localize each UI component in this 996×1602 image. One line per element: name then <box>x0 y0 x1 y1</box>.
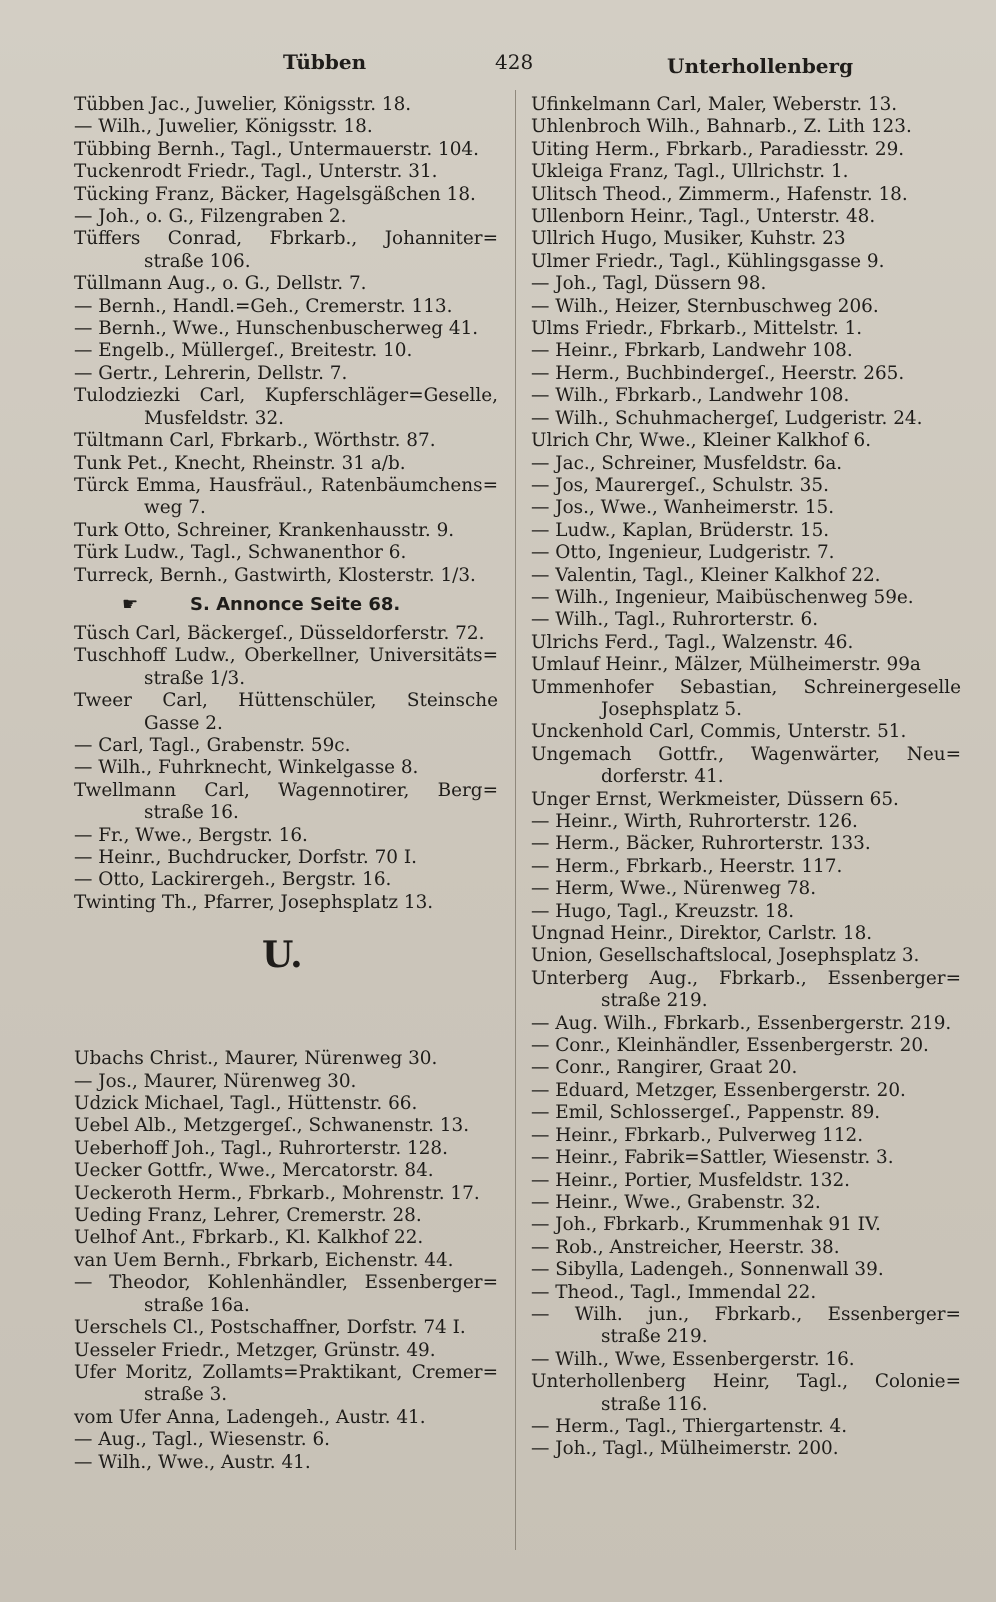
directory-entry: — Carl, Tagl., Grabenstr. 59c. <box>74 734 351 756</box>
header-left-keyword: Tübben <box>283 50 367 74</box>
directory-entry: Ulmer Friedr., Tagl., Kühlingsgasse 9. <box>531 250 885 272</box>
directory-entry: — Heinr., Wirth, Ruhrorterstr. 126. <box>531 811 858 832</box>
directory-entry: — Herm, Wwe., Nürenweg 78. <box>531 878 817 900</box>
page-number: 428 <box>495 50 534 74</box>
directory-entry: — Otto, Ingenieur, Ludgeristr. 7. <box>531 542 835 564</box>
directory-entry: Union, Gesellschaftslocal, Josephsplatz 3. <box>531 945 920 967</box>
directory-entry: Unterhollenberg Heinr, Tagl., Colonie= <box>531 1371 961 1393</box>
directory-entry: Uelhof Ant., Fbrkarb., Kl. Kalkhof 22. <box>74 1227 424 1249</box>
directory-entry: — Otto, Lackirergeh., Bergstr. 16. <box>74 869 392 891</box>
section-letter: U. <box>262 934 303 977</box>
directory-entry: — Joh., Tagl, Düssern 98. <box>531 273 767 295</box>
directory-entry-continuation: Josephsplatz 5. <box>601 698 742 720</box>
directory-entry-continuation: straße 16a. <box>144 1294 250 1316</box>
directory-entry: Ufer Moritz, Zollamts=Praktikant, Cremer= <box>74 1361 498 1383</box>
directory-entry: Ulitsch Theod., Zimmerm., Hafenstr. 18. <box>531 183 908 205</box>
directory-entry: Tuschhoff Ludw., Oberkellner, Universitäts= <box>74 645 498 667</box>
directory-entry: Tübbing Bernh., Tagl., Untermauerstr. 104. <box>74 138 479 160</box>
directory-entry: — Herm., Buchbindergeſ., Heerstr. 265. <box>531 362 905 384</box>
directory-entry: — Conr., Kleinhändler, Essenbergerstr. 20. <box>531 1035 929 1057</box>
directory-entry: — Emil, Schlossergeſ., Pappenstr. 89. <box>531 1102 881 1124</box>
directory-entry: Ungemach Gottfr., Wagenwärter, Neu= <box>531 743 961 765</box>
directory-entry: Tüllmann Aug., o. G., Dellstr. 7. <box>74 273 367 295</box>
directory-entry: — Gertr., Lehrerin, Dellstr. 7. <box>74 362 348 384</box>
directory-entry: — Herm., Tagl., Thiergartenstr. 4. <box>531 1415 848 1437</box>
directory-entry: Uecker Gottfr., Wwe., Mercatorstr. 84. <box>74 1160 434 1182</box>
section-heading <box>74 914 498 1048</box>
directory-entry: Ulrichs Ferd., Tagl., Walzenstr. 46. <box>531 631 854 653</box>
directory-entry: Twellmann Carl, Wagennotirer, Berg= <box>74 779 498 801</box>
directory-entry-continuation: Gasse 2. <box>144 712 223 734</box>
directory-entry: Ukleiga Franz, Tagl., Ullrichstr. 1. <box>531 161 849 183</box>
directory-entry-continuation: straße 16. <box>144 802 239 824</box>
directory-entry: — Heinr., Buchdrucker, Dorfstr. 70 I. <box>74 847 417 868</box>
directory-entry: Uerschels Cl., Postschaffner, Dorfstr. 74 I. <box>74 1317 466 1339</box>
directory-entry: Tuckenrodt Friedr., Tagl., Unterstr. 31. <box>74 161 438 183</box>
directory-entry: — Rob., Anstreicher, Heerstr. 38. <box>531 1236 840 1258</box>
directory-entry: Twinting Th., Pfarrer, Josephsplatz 13. <box>74 891 434 913</box>
directory-entry-continuation: straße 116. <box>601 1393 708 1415</box>
directory-entry: — Heinr., Fbrkarb, Landwehr 108. <box>531 340 853 362</box>
directory-entry: — Jos, Maurergeſ., Schulstr. 35. <box>531 474 829 496</box>
directory-entry: Unckenhold Carl, Commis, Unterstr. 51. <box>531 721 907 743</box>
directory-entry: Turk Otto, Schreiner, Krankenhausstr. 9. <box>74 519 455 541</box>
directory-entry: — Hugo, Tagl., Kreuzstr. 18. <box>531 900 795 922</box>
directory-entry: — Conr., Rangirer, Graat 20. <box>531 1057 798 1079</box>
directory-entry: Uhlenbroch Wilh., Bahnarb., Z. Lith 123. <box>531 116 912 138</box>
right-column <box>531 94 961 1461</box>
directory-entry: Ueckeroth Herm., Fbrkarb., Mohrenstr. 17. <box>74 1182 480 1204</box>
directory-entry: Ummenhofer Sebastian, Schreinergeselle <box>531 676 961 698</box>
left-entries-part1 <box>74 94 498 587</box>
directory-entry: — Bernh., Wwe., Hunschenbuscherweg 41. <box>74 318 479 340</box>
directory-entry: van Uem Bernh., Fbrkarb, Eichenstr. 44. <box>74 1249 454 1271</box>
directory-entry: Ullenborn Heinr., Tagl., Unterstr. 48. <box>531 206 876 228</box>
directory-entry: Ulrich Chr, Wwe., Kleiner Kalkhof 6. <box>531 430 872 452</box>
directory-entry: Tüffers Conrad, Fbrkarb., Johanniter= <box>74 228 498 250</box>
directory-entry: — Jos., Wwe., Wanheimerstr. 15. <box>531 497 835 519</box>
directory-entry: Ulms Friedr., Fbrkarb., Mittelstr. 1. <box>531 318 863 340</box>
directory-entry: — Eduard, Metzger, Essenbergerstr. 20. <box>531 1079 906 1101</box>
annonce-notice <box>74 590 498 620</box>
annonce-text: S. Annonce Seite 68. <box>190 593 401 615</box>
directory-entry: — Valentin, Tagl., Kleiner Kalkhof 22. <box>531 564 881 586</box>
directory-entry-continuation: weg 7. <box>144 497 206 519</box>
directory-entry: Tültmann Carl, Fbrkarb., Wörthstr. 87. <box>74 430 436 452</box>
directory-entry: — Heinr., Fabrik=Sattler, Wiesenstr. 3. <box>531 1147 894 1169</box>
directory-entry-continuation: straße 106. <box>144 250 251 272</box>
directory-entry: Ufinkelmann Carl, Maler, Weberstr. 13. <box>531 94 898 115</box>
page-header <box>0 44 996 84</box>
directory-entry: — Aug., Tagl., Wiesenstr. 6. <box>74 1429 331 1451</box>
directory-entry: — Wilh., Ingenieur, Maibüschenweg 59e. <box>531 586 914 608</box>
directory-entry: Ubachs Christ., Maurer, Nürenweg 30. <box>74 1048 438 1070</box>
header-right-keyword: Unterhollenberg <box>667 54 854 78</box>
directory-entry: — Joh., o. G., Filzengraben 2. <box>74 206 347 228</box>
directory-entry: Tulodziezki Carl, Kupferschläger=Geselle, <box>74 385 498 407</box>
directory-entry: Ullrich Hugo, Musiker, Kuhstr. 23 <box>531 228 846 250</box>
directory-entry: Tücking Franz, Bäcker, Hagelsgäßchen 18. <box>74 183 476 205</box>
directory-entry-continuation: straße 219. <box>601 990 708 1012</box>
directory-entry: vom Ufer Anna, Ladengeh., Austr. 41. <box>74 1406 426 1428</box>
left-column <box>74 94 498 1474</box>
directory-entry: Tübben Jac., Juwelier, Königsstr. 18. <box>74 94 412 115</box>
directory-entry: — Joh., Tagl., Mülheimerstr. 200. <box>531 1438 839 1460</box>
directory-entry: — Jac., Schreiner, Musfeldstr. 6a. <box>531 452 843 474</box>
directory-entry: — Heinr., Portier, Musfeldstr. 132. <box>531 1169 850 1191</box>
directory-entry: — Ludw., Kaplan, Brüderstr. 15. <box>531 519 830 541</box>
directory-entry: Unger Ernst, Werkmeister, Düssern 65. <box>531 788 899 810</box>
directory-entry: — Wilh., Fuhrknecht, Winkelgasse 8. <box>74 757 419 779</box>
directory-entry: — Jos., Maurer, Nürenweg 30. <box>74 1070 357 1092</box>
right-entries <box>531 94 961 1461</box>
directory-entry: — Heinr., Fbrkarb., Pulverweg 112. <box>531 1124 864 1146</box>
directory-entry: — Bernh., Handl.=Geh., Cremerstr. 113. <box>74 295 453 317</box>
directory-entry: — Heinr., Wwe., Grabenstr. 32. <box>531 1191 821 1213</box>
directory-entry: — Wilh., Wwe., Austr. 41. <box>74 1451 311 1473</box>
directory-entry: — Wilh., Fbrkarb., Landwehr 108. <box>531 385 850 407</box>
directory-entry: Turreck, Bernh., Gastwirth, Klosterstr. 1/3. <box>74 564 476 586</box>
directory-entry: — Aug. Wilh., Fbrkarb., Essenbergerstr. 219. <box>531 1012 952 1034</box>
directory-entry: — Herm., Fbrkarb., Heerstr. 117. <box>531 855 843 877</box>
directory-entry: — Wilh., Schuhmachergeſ, Ludgeristr. 24. <box>531 407 923 429</box>
left-entries-part3 <box>74 1048 498 1474</box>
directory-entry: Ueberhoff Joh., Tagl., Ruhrorterstr. 128. <box>74 1137 448 1159</box>
directory-entry: Uiting Herm., Fbrkarb., Paradiesstr. 29. <box>531 138 905 160</box>
left-entries-part2 <box>74 623 498 914</box>
directory-entry: — Herm., Bäcker, Ruhrorterstr. 133. <box>531 833 871 855</box>
directory-entry: — Sibylla, Ladengeh., Sonnenwall 39. <box>531 1259 884 1281</box>
directory-entry: Uebel Alb., Metzgergeſ., Schwanenstr. 13. <box>74 1115 470 1137</box>
directory-entry: — Fr., Wwe., Bergstr. 16. <box>74 824 308 846</box>
directory-entry: — Engelb., Müllergeſ., Breitestr. 10. <box>74 340 413 362</box>
pointing-hand-icon: ☛ <box>122 593 139 615</box>
directory-entry-continuation: straße 1/3. <box>144 667 246 689</box>
directory-entry: — Wilh., Juwelier, Königsstr. 18. <box>74 116 373 138</box>
directory-entry-continuation: straße 3. <box>144 1384 228 1406</box>
directory-entry: Türck Emma, Hausfräul., Ratenbäumchens= <box>74 474 498 496</box>
directory-entry: Tüsch Carl, Bäckergeſ., Düsseldorferstr. 72. <box>74 622 485 644</box>
directory-entry-continuation: Musfeldstr. 32. <box>144 407 284 429</box>
directory-entry: Udzick Michael, Tagl., Hüttenstr. 66. <box>74 1093 418 1115</box>
directory-entry-continuation: straße 219. <box>601 1326 708 1348</box>
directory-entry: — Wilh., Heizer, Sternbuschweg 206. <box>531 295 879 317</box>
directory-entry: Türk Ludw., Tagl., Schwanenthor 6. <box>74 542 407 564</box>
directory-entry: — Joh., Fbrkarb., Krummenhak 91 IV. <box>531 1214 881 1236</box>
directory-entry: — Wilh., Tagl., Ruhrorterstr. 6. <box>531 609 819 631</box>
directory-entry: Uesseler Friedr., Metzger, Grünstr. 49. <box>74 1339 436 1361</box>
directory-entry: Tweer Carl, Hüttenschüler, Steinsche <box>74 690 498 712</box>
directory-entry: Tunk Pet., Knecht, Rheinstr. 31 a/b. <box>74 452 406 474</box>
directory-entry-continuation: dorferstr. 41. <box>601 766 724 788</box>
directory-entry: — Theod., Tagl., Immendal 22. <box>531 1281 817 1303</box>
directory-entry: Ungnad Heinr., Direktor, Carlstr. 18. <box>531 923 873 945</box>
directory-entry: Ueding Franz, Lehrer, Cremerstr. 28. <box>74 1205 422 1227</box>
directory-entry: — Wilh. jun., Fbrkarb., Essenberger= <box>531 1303 961 1325</box>
directory-entry: Unterberg Aug., Fbrkarb., Essenberger= <box>531 967 961 989</box>
directory-entry: — Theodor, Kohlenhändler, Essenberger= <box>74 1272 498 1294</box>
directory-entry: — Wilh., Wwe, Essenbergerstr. 16. <box>531 1348 855 1370</box>
directory-entry: Umlauf Heinr., Mälzer, Mülheimerstr. 99a <box>531 654 921 676</box>
